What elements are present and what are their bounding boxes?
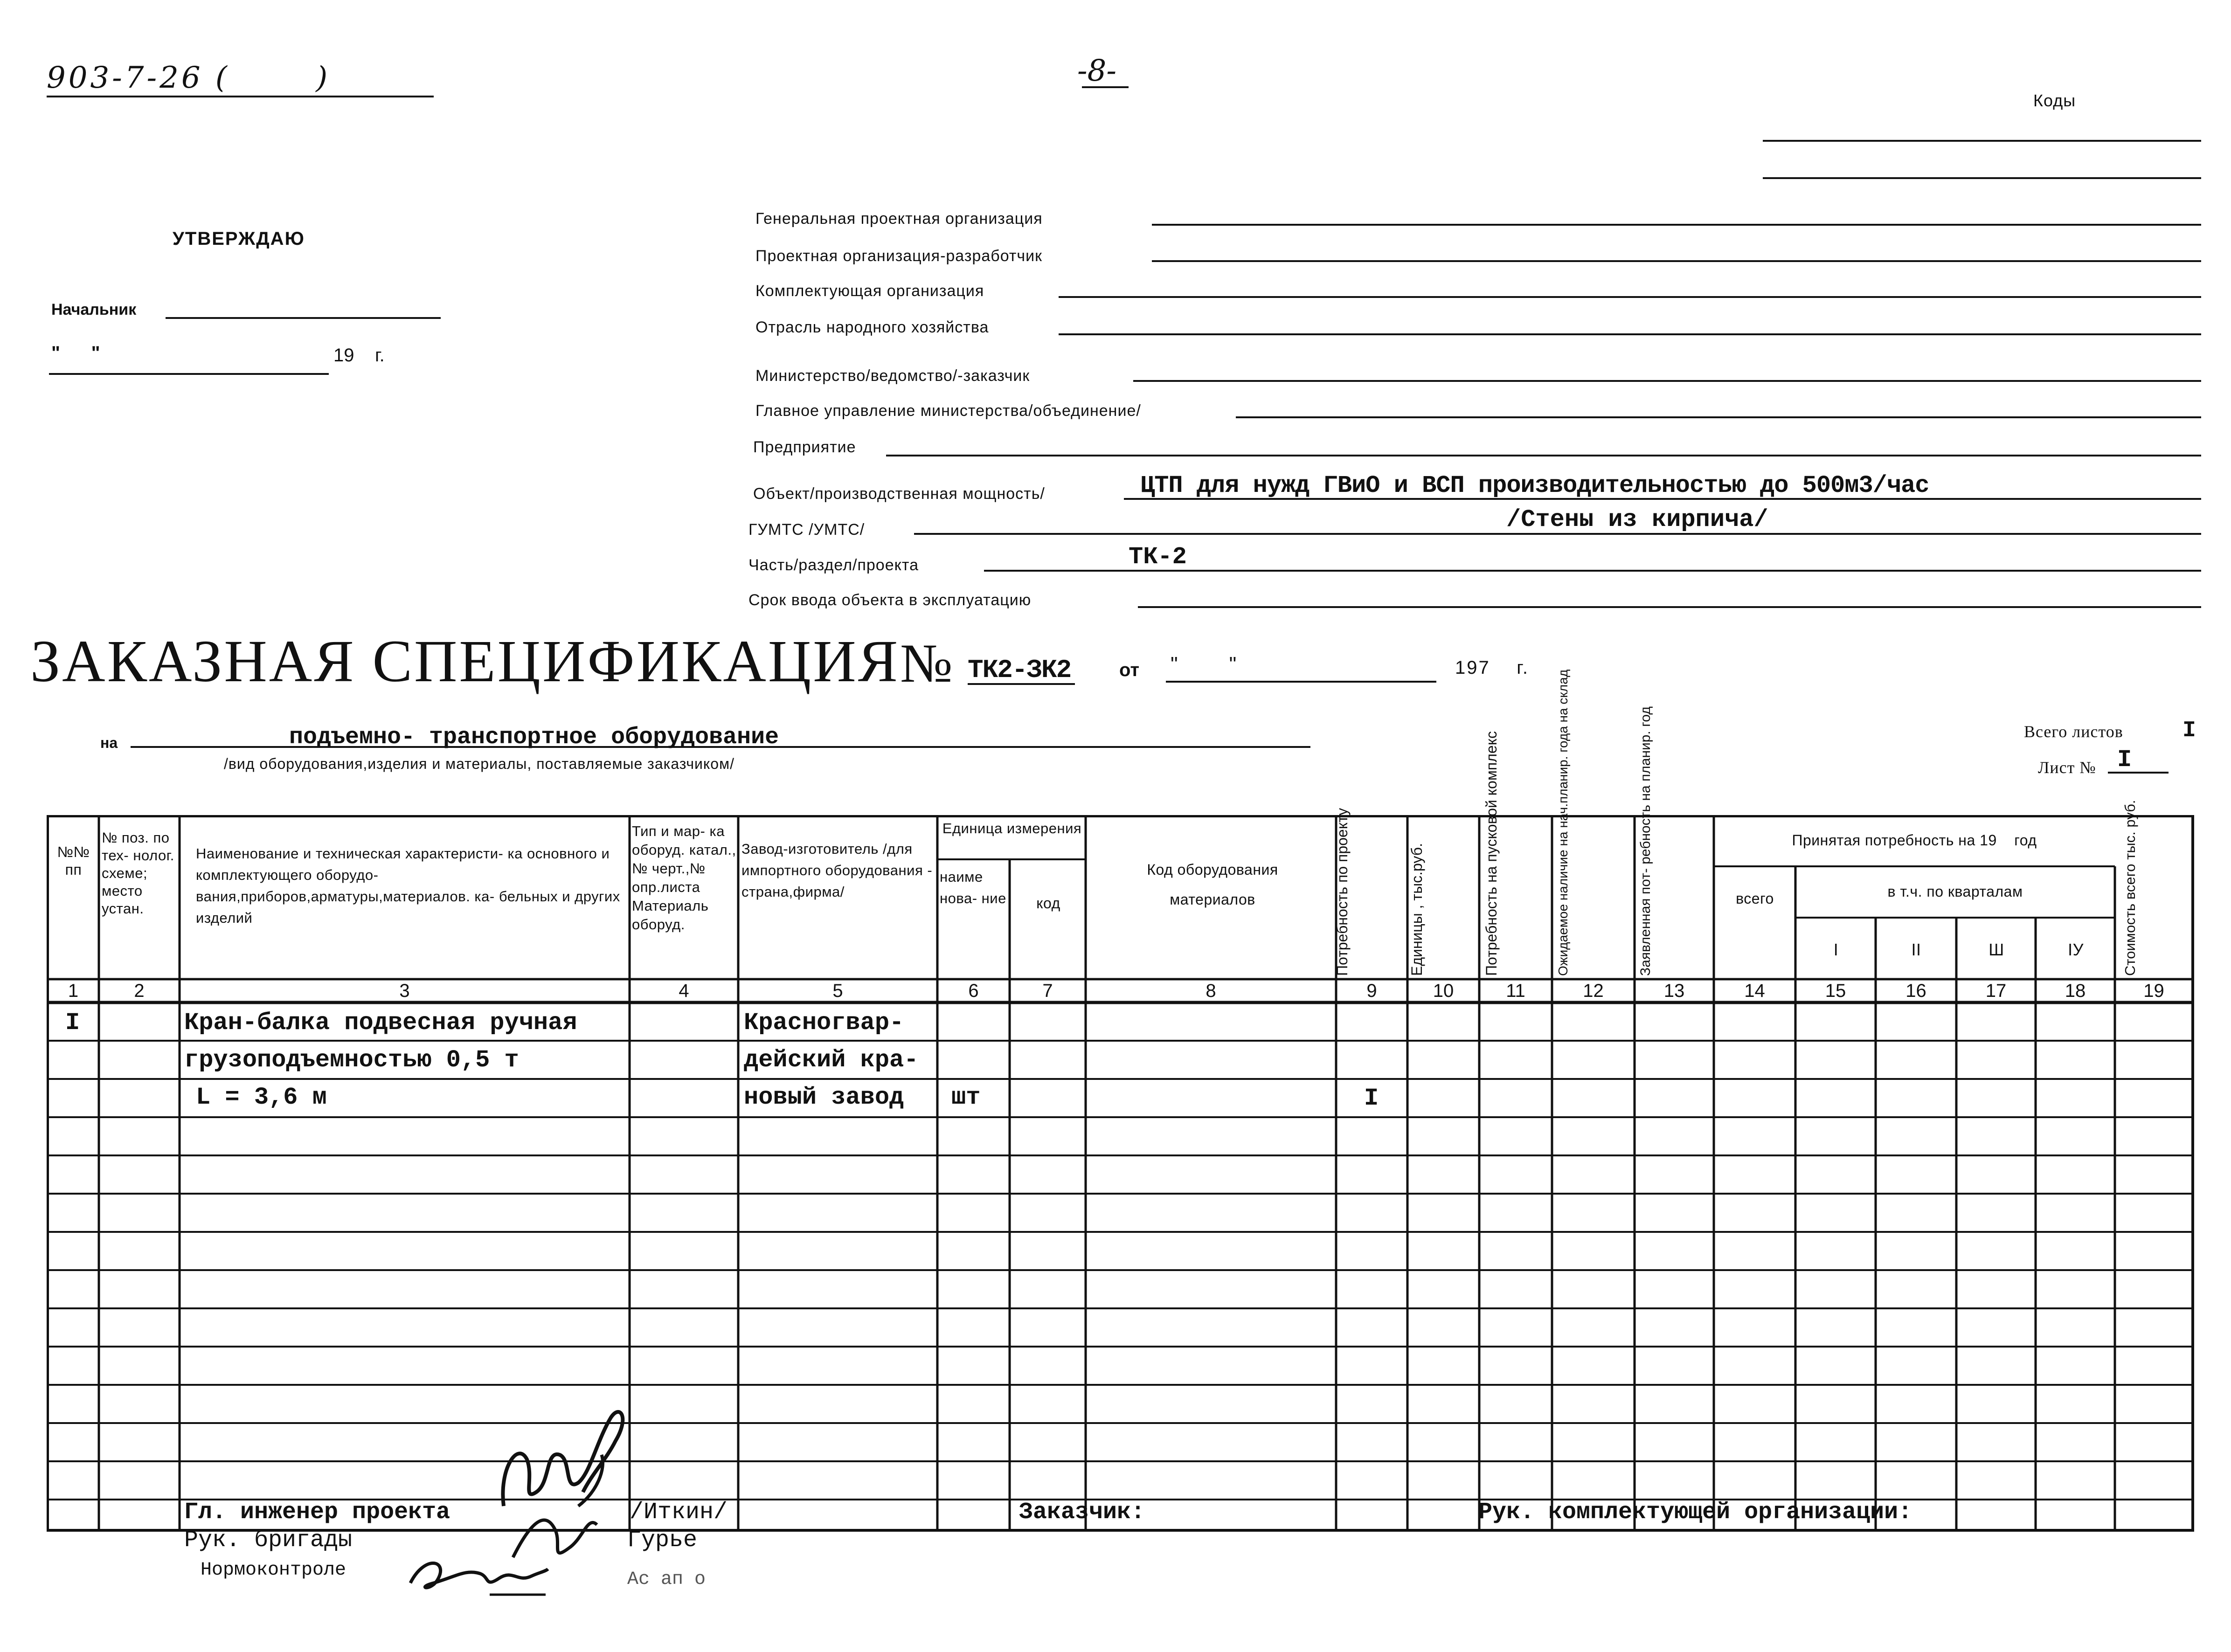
field-object-line[interactable] [1124,498,2201,500]
header-c15: I [1833,940,1839,959]
header-accepted-group: Принятая потребность на 19 год [1792,832,2037,849]
brigade-head-label: Рук. бригады [184,1527,353,1554]
header-c6: наиме нова- ние [940,869,1006,906]
field-project-org-line[interactable] [1152,260,2201,262]
header-c7: код [1036,895,1060,912]
approval-year: 19 г. [333,345,385,366]
field-enterprise-line[interactable] [886,455,2201,456]
header-c3: Наименование и техническая характеристи- ка основного и комплектующего оборудо- вания,приборов,арматуры,материалов. ка- бельных и других изделий [196,845,620,926]
field-completing-org-line[interactable] [1059,296,2201,298]
colnum-19: 19 [2143,981,2164,1001]
header-c19: Стоимость всего тыс. руб. [2122,800,2138,976]
document-code: 903-7-26 ( ) [47,61,331,95]
header-c12: Ожидаемое наличие на нач.планир. года на склад [1556,669,1570,976]
subject-na-label: на [100,734,118,751]
header-c1: №№ пп [57,843,90,878]
colnum-12: 12 [1583,981,1604,1001]
field-gumts-value: /Стены из кирпича/ [1506,506,1768,533]
field-part-line[interactable] [984,570,2201,572]
header-c18: IУ [2068,940,2084,959]
field-industry-label: Отрасль народного хозяйства [755,318,989,336]
field-completing-org-label: Комплектующая организация [755,282,984,300]
header-c5: Завод-изготовитель /для импортного оборудования - страна,фирма/ [741,841,933,900]
title-date-line [1166,681,1436,683]
subject-line[interactable] [131,746,1310,748]
colnum-7: 7 [1042,981,1053,1001]
approve-label: УТВЕРЖДАЮ [173,228,305,249]
approval-date-line [49,373,329,375]
colnum-13: 13 [1663,981,1685,1001]
field-gumts-line[interactable] [914,533,2201,535]
header-c13: Заявленная пот- ребность на планир. год [1638,706,1653,976]
subject-value: подъемно- транспортное оборудование [289,724,779,751]
header-c17: Ш [1988,940,2004,959]
colnum-3: 3 [399,981,410,1001]
row-1-number: I [65,1009,80,1037]
total-sheets-value: I [2182,718,2196,743]
colnum-11: 11 [1506,981,1525,1001]
colnum-14: 14 [1744,981,1765,1001]
spec-number: ТК2-ЗК2 [968,655,1071,685]
sheet-number-line [2108,772,2169,774]
field-enterprise-label: Предприятие [753,438,856,456]
row-3-maker: новый завод [744,1084,904,1111]
customer-label: Заказчик: [1019,1499,1145,1526]
document-title: ЗАКАЗНАЯ СПЕЦИФИКАЦИЯ [30,628,900,694]
colnum-9: 9 [1366,981,1377,1001]
approval-date-quotes: " " [51,343,100,363]
header-c11: Потребность на пусковой комплекс [1483,731,1500,976]
codes-line-2 [1763,177,2201,179]
field-part-value: ТК-2 [1129,543,1187,571]
field-industry-line[interactable] [1059,333,2201,335]
brigade-head-name: Гурье [627,1527,698,1554]
header-c10: Единицы , тыс.руб. [1408,843,1425,976]
number-sign: № [900,633,953,694]
chief-signature-line [166,317,441,319]
colnum-8: 8 [1206,981,1216,1001]
field-deadline-label: Срок ввода объекта в эксплуатацию [748,591,1032,609]
header-c16: II [1911,940,1921,959]
field-general-org-line[interactable] [1152,224,2201,226]
codes-label: Коды [2033,91,2076,110]
chief-engineer-label: Гл. инженер проекта [184,1499,450,1526]
document-code-underline [47,96,434,97]
row-3-name: L = 3,6 м [196,1084,327,1111]
field-deadline-line[interactable] [1138,606,2201,608]
from-label: от [1119,660,1140,680]
header-c2: № поз. по тех- нолог. схеме; место устан. [102,829,174,917]
norm-control-name: Ас ап о [627,1569,706,1590]
field-object-value: ЦТП для нужд ГВиО и ВСП производительностью до 500м3/час [1140,472,1929,499]
header-c9: Потребность по проекту [1334,808,1351,976]
colnum-15: 15 [1825,981,1846,1001]
colnum-18: 18 [2065,981,2086,1001]
chief-engineer-name: /Иткин/ [630,1499,728,1526]
header-c4: Тип и мар- ка оборуд. катал.,№ черт.,№ опр.листа Материаль оборуд. [632,823,736,933]
header-c14: всего [1736,890,1774,907]
sheet-number-label: Лист № [2038,758,2096,777]
page-number: -8- [1077,54,1116,88]
header-quarters-group: в т.ч. по кварталам [1887,883,2023,900]
field-part-label: Часть/раздел/проекта [748,556,919,574]
title-year: 197 г. [1455,657,1530,678]
field-ministry-label: Министерство/ведомство/-заказчик [755,367,1030,385]
norm-control-signature [406,1550,550,1602]
spec-number-underline [968,683,1075,685]
subject-caption: /вид оборудования,изделия и материалы, поставляемые заказчиком/ [224,755,734,772]
row-3-need: I [1364,1085,1379,1112]
codes-line-1 [1763,140,2201,142]
colnum-2: 2 [134,981,145,1001]
field-object-label: Объект/производственная мощность/ [753,485,1045,503]
org-head-label: Рук. комплектующей организации: [1478,1499,1912,1526]
field-main-dept-line[interactable] [1236,416,2201,418]
row-2-name: грузоподъемностью 0,5 т [184,1046,519,1074]
chief-label: Начальник [51,301,137,318]
field-general-org-label: Генеральная проектная организация [755,210,1043,228]
norm-control-label: Нормоконтроле [201,1560,346,1581]
colnum-4: 4 [679,981,689,1001]
row-1-name: Кран-балка подвесная ручная [184,1009,577,1037]
colnum-16: 16 [1905,981,1926,1001]
colnum-6: 6 [968,981,979,1001]
field-gumts-label: ГУМТС /УМТС/ [748,521,865,539]
colnum-17: 17 [1985,981,2007,1001]
page-number-underline [1082,86,1129,88]
field-ministry-line[interactable] [1133,380,2201,382]
field-main-dept-label: Главное управление министерства/объединение/ [755,402,1141,420]
row-1-maker: Красногвар- [744,1009,904,1037]
row-2-maker: дейский кра- [744,1046,919,1074]
colnum-10: 10 [1433,981,1454,1001]
header-c8: Код оборудования материалов [1147,861,1278,908]
total-sheets-label: Всего листов [2024,722,2123,741]
sheet-number-value: I [2117,746,2132,774]
row-3-unit: шт [951,1084,981,1111]
colnum-5: 5 [832,981,843,1001]
title-date-quotes: " " [1171,653,1237,676]
header-unit-group: Единица измерения [942,820,1082,836]
field-project-org-label: Проектная организация-разработчик [755,247,1043,265]
colnum-1: 1 [68,981,79,1001]
